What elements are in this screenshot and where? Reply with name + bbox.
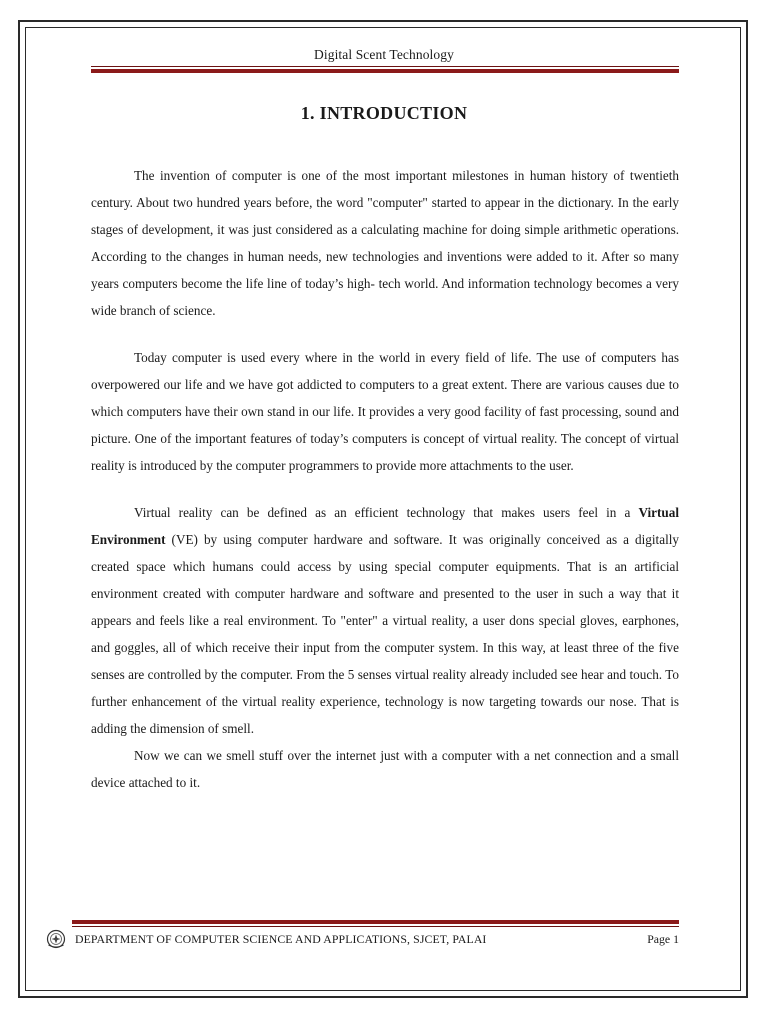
footer-rule	[72, 920, 679, 927]
running-header-title: Digital Scent Technology	[314, 47, 454, 62]
section-heading: 1. INTRODUCTION	[300, 103, 468, 123]
page-footer	[46, 929, 679, 949]
paragraph-3-bold-term: Virtual Environment	[91, 505, 679, 547]
paragraph-1: The invention of computer is one of the most important milestones in human history of twentieth century. About two hundred years before, the word "computer" started to appear in the dictionary. In the early stages of development, it was just considered as a calculating machine for doing simple arithmetic operations. According to the changes in human needs, new technologies and inventions were added to it. After so many years computers become the life line of today’s high- tech world. And information technology becomes a very wide branch of science.	[91, 168, 679, 318]
header-rule	[91, 66, 679, 73]
paragraph-3	[91, 499, 679, 742]
body-text	[91, 162, 679, 796]
footer-department: DEPARTMENT OF COMPUTER SCIENCE AND APPLICATIONS, SJCET, PALAI	[75, 932, 487, 946]
footer-page-number: Page 1	[647, 932, 679, 946]
paragraph-2: Today computer is used every where in the world in every field of life. The use of computers has overpowered our life and we have got addicted to computers to a great extent. There are various causes due to which computers have their own stand in our life. It provides a very good facility of fast processing, sound and picture. One of the important features of today’s computers is concept of virtual reality. The concept of virtual reality is introduced by the computer programmers to provide more attachments to the user.	[91, 350, 679, 473]
paragraph-3-rest: (VE) by using computer hardware and software. It was originally conceived as a digitally created space which humans could access by using special computer equipments. That is an artificial environment created with computer hardware and software and presented to the user in such a way that it appears and feels like a real environment. To "enter" a virtual reality, a user dons special gloves, earphones, and goggles, all of which receive their input from the computer system. In this way, at least three of the five senses are controlled by the computer. From the 5 senses virtual reality already included see hear and touch. To further enhancement of the virtual reality experience, technology is now targeting towards our nose. That is adding the dimension of smell.	[91, 532, 679, 736]
college-emblem-icon	[46, 929, 66, 949]
paragraph-4: Now we can we smell stuff over the internet just with a computer with a net connection and a small device attached to it.	[91, 748, 679, 790]
paragraph-3-lead: Virtual reality can be defined as an efficient technology that makes users feel in a	[134, 505, 639, 520]
